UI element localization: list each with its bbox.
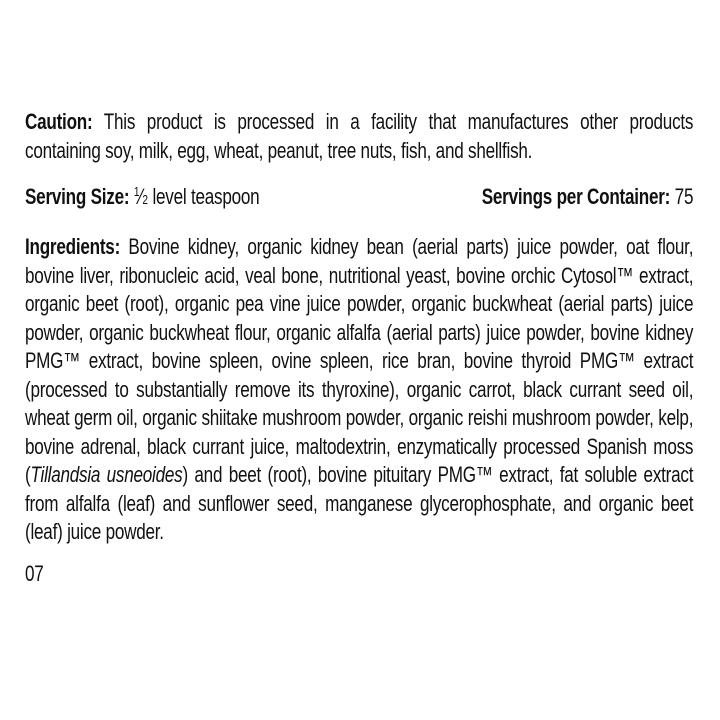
text-segment: Serving Size: [25,184,134,209]
page-code: 07 [25,560,44,586]
text-segment: Caution: [25,109,93,134]
text-segment: This product is processed in a facility that manufactures other products containing soy, milk, egg, wheat, peanut, tree nuts, fish, and shellfish. [25,109,694,163]
caution-paragraph [25,108,693,165]
text-segment: Tillandsia usneoides [30,462,183,487]
ingredients-paragraph [25,233,693,547]
servings-per-container-text [482,183,693,215]
text-segment: ⁄ [139,184,143,209]
text-segment: level teaspoon [147,184,260,209]
text-segment: 75 [674,184,694,209]
text-segment: 1 [133,184,140,199]
serving-row [25,183,693,215]
serving-size-text [25,183,259,215]
text-segment: Ingredients: [25,234,121,259]
text-segment: Bovine kidney, organic kidney bean (aerial parts) juice powder, oat flour, bovine liver, ribonucleic acid, veal bone, nutritional yeast, bovine orchic Cytosol™ extract, organic beet (root), organic pea vine juice powder, organic buckwheat (aerial parts) juice powder, organic buckwheat flour, organic alfalfa (aerial parts) juice powder, bovine kidney PMG™ extract, bovine spleen, ovine spleen, rice bran, bovine thyroid PMG™ extract (processed to substantially remove its thyroxine), organic carrot, black currant seed oil, wheat germ oil, organic shiitake mushroom powder, organic reishi mushroom powder, kelp, bovine adrenal, black currant juice, maltodextrin, enzymatically processed Spanish moss ( [25,234,694,487]
text-segment: ) and beet (root), bovine pituitary PMG™ extract, fat soluble extract from alfalfa (leaf) and sunflower seed, manganese glycerophosphate, and organic beet (leaf) juice powder. [25,462,694,544]
text-segment: Servings per Container: [481,184,675,209]
text-segment: 2 [142,192,148,207]
label-content [25,108,693,588]
